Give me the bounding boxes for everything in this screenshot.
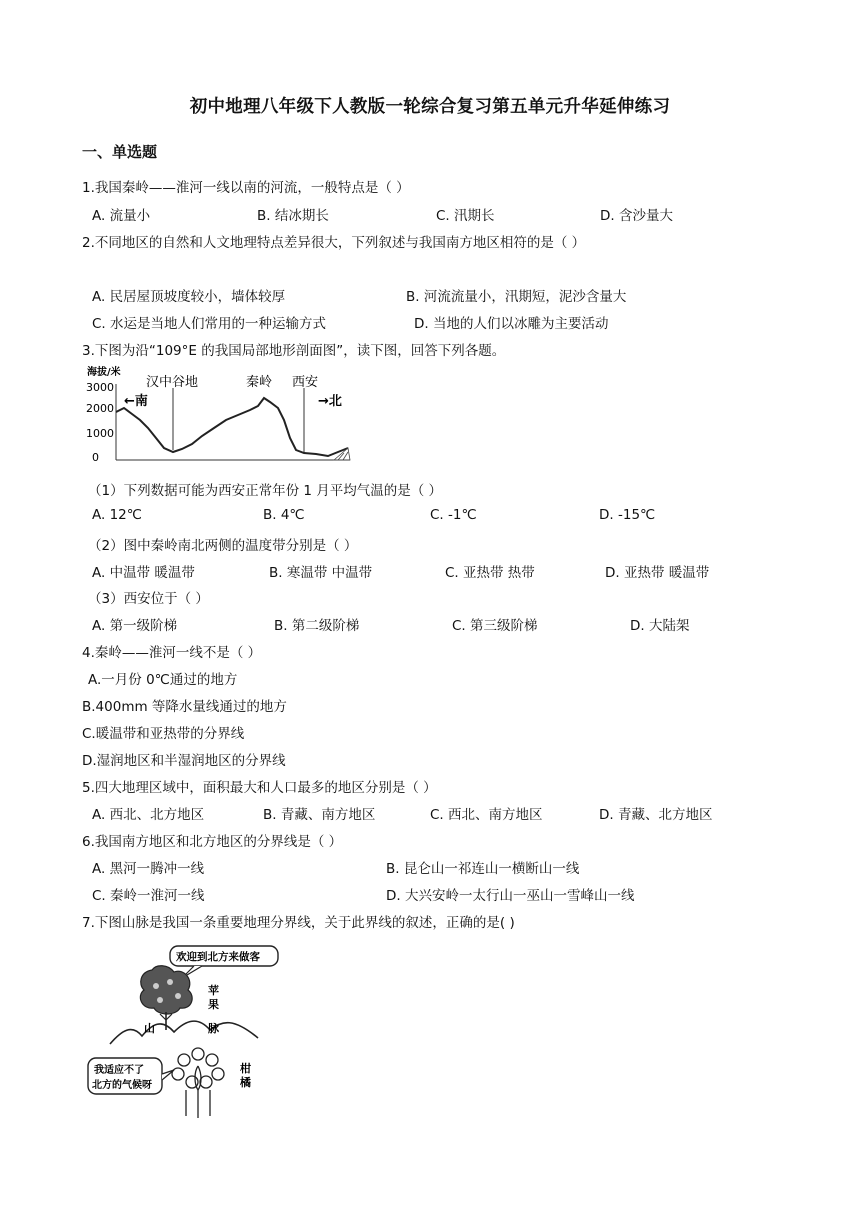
q3-sub2-option-c: C. 亚热带 热带 [445, 565, 535, 581]
q3-sub1-option-c: C. -1℃ [430, 507, 477, 523]
q4-option-c: C.暖温带和亚热带的分界线 [82, 726, 245, 742]
place-hanzhong: 汉中谷地 [146, 375, 199, 390]
y-tick-0: 0 [92, 451, 99, 464]
label-orange-1: 柑 [240, 1062, 251, 1075]
y-tick-2000: 2000 [86, 402, 114, 415]
q4-option-d: D.湿润地区和半湿润地区的分界线 [82, 753, 286, 769]
q3-sub3-option-d: D. 大陆架 [630, 618, 690, 634]
place-xian: 西安 [292, 375, 319, 390]
label-apple-2: 果 [208, 998, 219, 1011]
label-mountain-1: 山 [144, 1022, 155, 1035]
label-orange-2: 橘 [240, 1076, 251, 1089]
q4-option-a: A.一月份 0℃通过的地方 [88, 672, 238, 688]
q3-sub1-option-a: A. 12℃ [92, 507, 142, 523]
q3-sub3-option-b: B. 第二级阶梯 [274, 618, 360, 634]
q5-option-c: C. 西北、南方地区 [430, 807, 543, 823]
q3-sub3-option-c: C. 第三级阶梯 [452, 618, 538, 634]
q5-option-a: A. 西北、北方地区 [92, 807, 205, 823]
place-qinling: 秦岭 [246, 375, 273, 390]
q2-option-a: A. 民居屋顶坡度较小，墙体较厚 [92, 289, 286, 305]
bubble-bottom-line2: 北方的气候呀 [92, 1080, 152, 1091]
question-3-stem: 3.下图为沿“109°E 的我国局部地形剖面图”，读下图，回答下列各题。 [82, 343, 506, 359]
q1-option-c: C. 汛期长 [436, 208, 495, 224]
q3-sub2-option-d: D. 亚热带 暖温带 [605, 565, 710, 581]
section-heading: 一、单选题 [82, 143, 158, 161]
profile-y-label: 海拔/米 [87, 367, 121, 378]
q3-sub2-option-b: B. 寒温带 中温带 [269, 565, 373, 581]
question-7-stem: 7.下图山脉是我国一条重要地理分界线，关于此界线的叙述，正确的是( ) [82, 915, 515, 931]
q6-option-c: C. 秦岭一淮河一线 [92, 888, 205, 904]
q3-sub2-stem: （2）图中秦岭南北两侧的温度带分别是（ ） [88, 538, 358, 554]
terrain-profile-line [116, 398, 348, 456]
q1-option-a: A. 流量小 [92, 208, 151, 224]
q1-option-d: D. 含沙量大 [600, 208, 673, 224]
q2-option-c: C. 水运是当地人们常用的一种运输方式 [92, 316, 327, 332]
q4-option-b: B.400mm 等降水量线通过的地方 [82, 699, 287, 715]
bubble-bottom-line1: 我适应不了 [94, 1065, 144, 1076]
mountain-cartoon-figure [82, 940, 282, 1122]
direction-south: ←南 [124, 394, 148, 409]
q2-option-b: B. 河流流量小，汛期短，泥沙含量大 [406, 289, 627, 305]
question-4-stem: 4.秦岭——淮河一线不是（ ） [82, 645, 262, 661]
q6-option-b: B. 昆仑山一祁连山一横断山一线 [386, 861, 580, 877]
direction-north: →北 [318, 394, 342, 409]
orange-tree-icon [172, 1048, 224, 1118]
y-tick-1000: 1000 [86, 427, 114, 440]
question-5-stem: 5.四大地理区域中，面积最大和人口最多的地区分别是（ ） [82, 780, 437, 796]
q2-option-d: D. 当地的人们以冰雕为主要活动 [414, 316, 609, 332]
q3-sub1-option-d: D. -15℃ [599, 507, 656, 523]
q3-sub3-stem: （3）西安位于（ ） [88, 591, 209, 607]
q3-sub1-option-b: B. 4℃ [263, 507, 305, 523]
q6-option-a: A. 黑河一腾冲一线 [92, 861, 205, 877]
q3-sub1-stem: （1）下列数据可能为西安正常年份 1 月平均气温的是（ ） [88, 483, 443, 499]
mountain-range-icon [110, 1021, 258, 1044]
terrain-profile-figure [82, 362, 354, 468]
y-tick-3000: 3000 [86, 381, 114, 394]
bubble-top-text: 欢迎到北方来做客 [176, 951, 260, 963]
q3-sub3-option-a: A. 第一级阶梯 [92, 618, 178, 634]
question-2-stem: 2.不同地区的自然和人文地理特点差异很大，下列叙述与我国南方地区相符的是（ ） [82, 235, 586, 251]
page-title: 初中地理八年级下人教版一轮综合复习第五单元升华延伸练习 [189, 97, 671, 117]
label-apple-1: 苹 [208, 984, 219, 997]
q3-sub2-option-a: A. 中温带 暖温带 [92, 565, 195, 581]
question-1-stem: 1.我国秦岭——淮河一线以南的河流，一般特点是（ ） [82, 180, 410, 196]
label-mountain-2: 脉 [208, 1022, 219, 1035]
q1-option-b: B. 结冰期长 [257, 208, 329, 224]
question-6-stem: 6.我国南方地区和北方地区的分界线是（ ） [82, 834, 343, 850]
q5-option-b: B. 青藏、南方地区 [263, 807, 376, 823]
apple-tree-icon [140, 966, 192, 1014]
q6-option-d: D. 大兴安岭一太行山一巫山一雪峰山一线 [386, 888, 635, 904]
q5-option-d: D. 青藏、北方地区 [599, 807, 713, 823]
